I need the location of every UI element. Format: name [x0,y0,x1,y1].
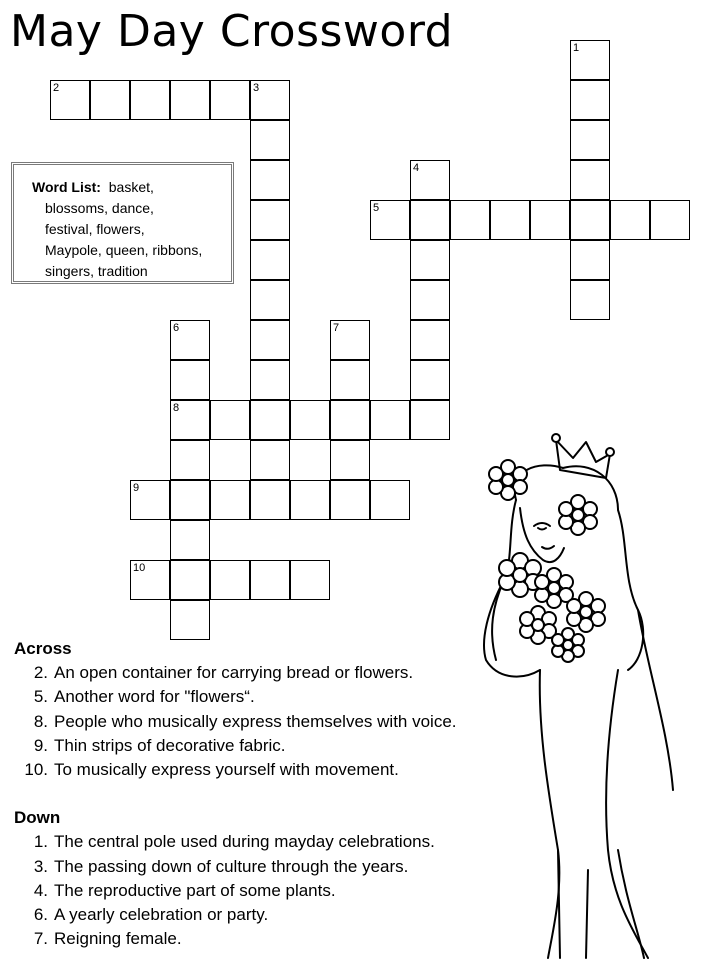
crossword-cell[interactable] [250,360,290,400]
down-clue: 4. The reproductive part of some plants. [33,880,336,900]
crossword-cell[interactable] [170,360,210,400]
crossword-cell[interactable] [210,560,250,600]
crossword-cell[interactable] [250,240,290,280]
crossword-cell[interactable] [170,560,210,600]
crossword-cell[interactable] [130,480,170,520]
crossword-cell[interactable] [170,320,210,360]
down-heading: Down [14,808,61,828]
crossword-cell[interactable] [250,280,290,320]
crossword-cell[interactable] [330,360,370,400]
crossword-cell[interactable] [290,480,330,520]
page-title: May Day Crossword [10,6,454,57]
crossword-cell[interactable] [570,120,610,160]
word-list-label: Word List: [32,179,101,195]
word-list-line: basket, [108,179,154,195]
across-clue: 9. Thin strips of decorative fabric. [33,735,286,755]
crossword-cell[interactable] [530,200,570,240]
word-list-box [11,162,234,284]
clue-number: 4 [413,162,420,174]
crossword-cell[interactable] [250,120,290,160]
crossword-cell[interactable] [450,200,490,240]
crossword-cell[interactable] [410,200,450,240]
crossword-cell[interactable] [210,480,250,520]
crossword-cell[interactable] [410,320,450,360]
crossword-cell[interactable] [570,280,610,320]
crossword-cell[interactable] [410,400,450,440]
crossword-cell[interactable] [250,440,290,480]
crossword-cell[interactable] [250,160,290,200]
crossword-cell[interactable] [210,400,250,440]
clue-number: 3 [253,82,260,94]
clue-number: 10 [133,562,146,574]
crossword-cell[interactable] [650,200,690,240]
crossword-cell[interactable] [330,400,370,440]
crossword-cell[interactable] [410,280,450,320]
crossword-cell[interactable] [210,80,250,120]
crossword-cell[interactable] [170,400,210,440]
across-heading: Across [14,639,72,658]
clue-number: 2 [53,82,60,94]
crossword-cell[interactable] [250,400,290,440]
clue-number: 9 [133,482,140,494]
crossword-cell[interactable] [290,560,330,600]
crossword-cell[interactable] [330,320,370,360]
crossword-cell[interactable] [570,40,610,80]
down-clue: 6. A yearly celebration or party. [33,905,269,925]
crossword-cell[interactable] [410,240,450,280]
across-clue: 8. People who musically express themselves with voice. [33,711,457,731]
clue-number: 8 [173,402,180,414]
crossword-cell[interactable] [330,480,370,520]
across-clue: 10. To musically express yourself with movement. [24,760,399,780]
crossword-cell[interactable] [170,480,210,520]
crossword-cell[interactable] [290,400,330,440]
crossword-cell[interactable] [90,80,130,120]
down-clue: 3. The passing down of culture through the years. [33,856,409,876]
clue-number: 1 [573,42,580,54]
clue-number: 5 [373,202,380,214]
crossword-cell[interactable] [170,600,210,640]
crossword-cell[interactable] [490,200,530,240]
crossword-cell[interactable] [370,200,410,240]
crossword-cell[interactable] [170,520,210,560]
crossword-cell[interactable] [250,320,290,360]
clue-number: 7 [333,322,340,334]
crossword-cell[interactable] [410,160,450,200]
crossword-cell[interactable] [570,80,610,120]
crossword-cell[interactable] [250,80,290,120]
crossword-cell[interactable] [570,240,610,280]
across-clue: 5. Another word for "flowers“. [33,687,255,707]
crossword-cell[interactable] [170,80,210,120]
crossword-cell[interactable] [50,80,90,120]
crossword-cell[interactable] [250,560,290,600]
word-list-line: Maypole, queen, ribbons, [45,242,203,258]
crossword-cell[interactable] [130,560,170,600]
crossword-cell[interactable] [330,440,370,480]
word-list-line: singers, tradition [45,263,148,279]
crossword-cell[interactable] [570,160,610,200]
word-list-line: blossoms, dance, [45,200,154,216]
down-clue: 7. Reigning female. [33,929,182,949]
across-clue: 2. An open container for carrying bread or flowers. [33,663,414,683]
crossword-cell[interactable] [410,360,450,400]
crossword-cell[interactable] [570,200,610,240]
crossword-cell[interactable] [370,400,410,440]
crossword-cell[interactable] [370,480,410,520]
crossword-cell[interactable] [250,200,290,240]
crossword-cell[interactable] [610,200,650,240]
crossword-cell[interactable] [130,80,170,120]
clue-number: 6 [173,322,180,334]
may-queen-illustration [468,430,720,960]
down-clue: 1. The central pole used during mayday celebrations. [33,832,435,852]
crossword-cell[interactable] [170,440,210,480]
crossword-cell[interactable] [250,480,290,520]
word-list-line: festival, flowers, [45,221,145,237]
